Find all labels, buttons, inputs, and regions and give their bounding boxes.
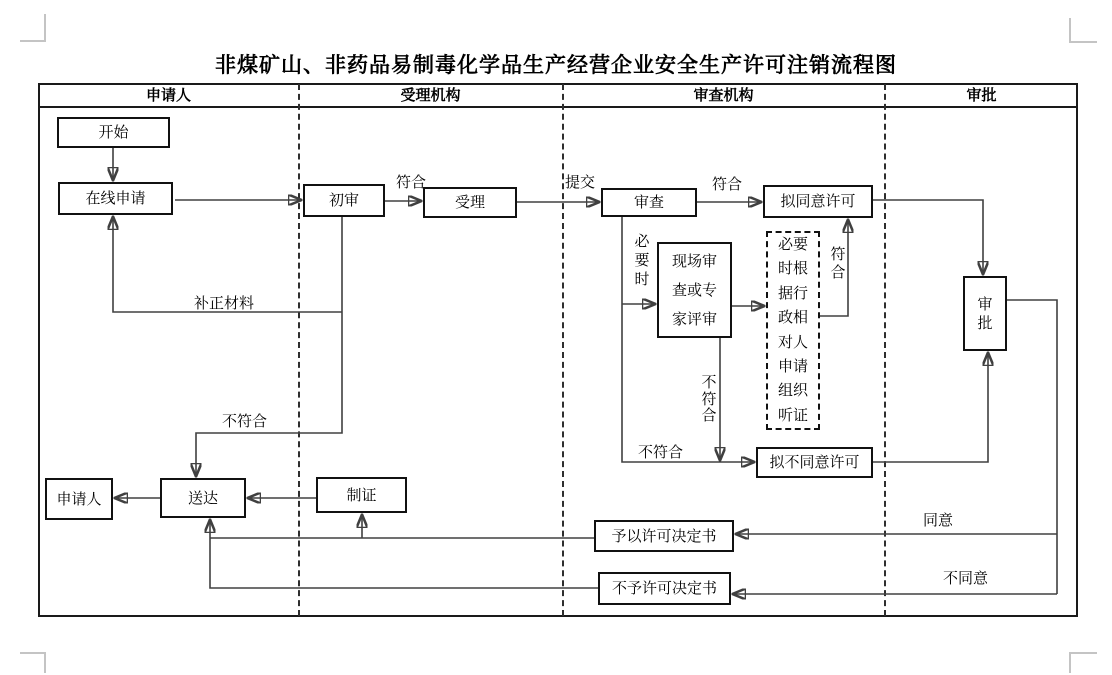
lane-header-applicant: 申请人 xyxy=(145,87,191,104)
edge-label-agree: 同意 xyxy=(923,512,954,529)
edge-label-nonconform-review: 不符合 xyxy=(638,444,684,461)
node-initial-review: 初审 xyxy=(303,184,385,217)
edge-label-conform-hearing: 符合 xyxy=(830,246,846,281)
lane-header-review-org: 审查机构 xyxy=(693,87,754,104)
line-approve-decision-branch xyxy=(1007,300,1057,594)
node-review: 审查 xyxy=(601,188,697,217)
edge-label-supplement-materials: 补正材料 xyxy=(194,295,255,312)
node-deny-decision: 不予许可决定书 xyxy=(598,572,731,605)
edge-label-submit: 提交 xyxy=(565,174,596,191)
edge-label-nonconform-onsite: 不符合 xyxy=(701,374,717,424)
arrow-initial-review-nonconform-to-deliver xyxy=(196,217,342,475)
edge-label-when-necessary: 必要时 xyxy=(634,233,650,288)
arrow-propose-reject-to-approve xyxy=(873,354,988,462)
node-propose-reject: 拟不同意许可 xyxy=(756,447,873,478)
node-grant-decision: 予以许可决定书 xyxy=(594,520,734,552)
lane-header-approval: 审批 xyxy=(966,87,997,104)
arrow-deny-decision-to-deliver xyxy=(210,521,598,588)
edge-label-nonconform-initial: 不符合 xyxy=(222,413,268,430)
edge-label-disagree: 不同意 xyxy=(943,570,989,587)
node-applicant: 申请人 xyxy=(45,478,113,520)
node-accept: 受理 xyxy=(423,187,517,218)
node-make-certificate: 制证 xyxy=(316,477,407,513)
lane-header-accepting-org: 受理机构 xyxy=(400,87,461,104)
node-deliver: 送达 xyxy=(160,478,246,518)
node-approve: 审批 xyxy=(963,276,1007,351)
node-online-apply: 在线申请 xyxy=(58,182,173,215)
node-propose-approve: 拟同意许可 xyxy=(763,185,873,218)
node-onsite-review: 现场审查或专家评审 xyxy=(657,242,732,338)
node-hearing: 必要时根据行政相对人申请组织听证 xyxy=(766,231,820,430)
node-start: 开始 xyxy=(57,117,170,148)
edge-label-conform-review: 符合 xyxy=(712,176,743,193)
edge-label-conform-initial: 符合 xyxy=(396,174,427,191)
page-title: 非煤矿山、非药品易制毒化学品生产经营企业安全生产许可注销流程图 xyxy=(215,53,897,77)
arrow-propose-approve-to-approve xyxy=(873,200,983,273)
